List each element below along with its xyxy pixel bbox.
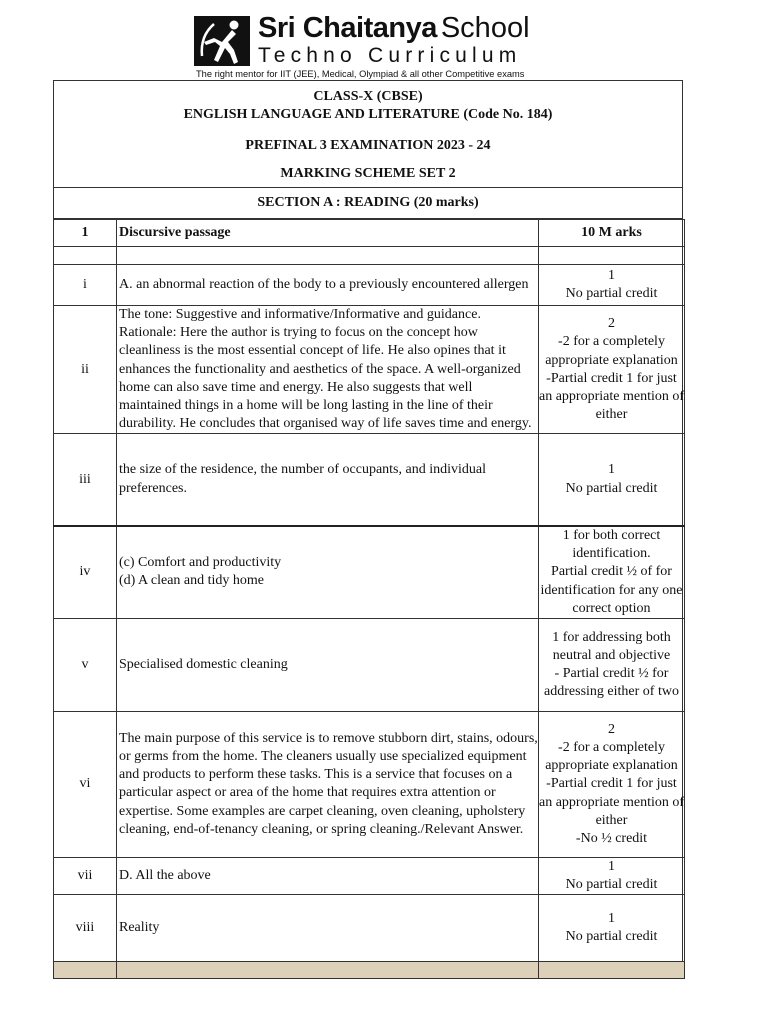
row-number: v	[54, 618, 117, 711]
table-header-row	[54, 220, 685, 247]
marks-cell: 1 for both correct identification. Partial credit ½ of for identification for any one correct option	[539, 526, 685, 619]
table-row	[54, 306, 685, 434]
marks-cell: 2 -2 for a completely appropriate explanation -Partial credit 1 for just an appropriate mention of either -No ½ credit	[539, 711, 685, 857]
question-type-header: Discursive passage	[117, 220, 539, 247]
section-title: SECTION A : READING (20 marks)	[54, 187, 682, 219]
marks-cell: 1 No partial credit	[539, 895, 685, 962]
answer-cell: D. All the above	[117, 857, 539, 894]
row-number: vii	[54, 857, 117, 894]
answer-cell: Reality	[117, 895, 539, 962]
class-line: CLASS-X (CBSE)	[313, 89, 423, 104]
answer-cell: The tone: Suggestive and informative/Informative and guidance. Rationale: Here the author is trying to focus on the concept how cleanliness is the most essential concept of life. He also opines that it enhances the functionality and aesthetics of the space. A well-organized home can also save time and energy. He also suggests that well maintained things in a home will be long lasting in the line of their durability. He concludes that organised way of life saves time and energy.	[117, 306, 539, 434]
row-number: i	[54, 265, 117, 306]
answer-cell: Specialised domestic cleaning	[117, 618, 539, 711]
row-number: vi	[54, 711, 117, 857]
brand-tagline: The right mentor for IIT (JEE), Medical, Olympiad & all other Competitive exams	[196, 69, 525, 79]
table-row	[54, 857, 685, 894]
table-row	[54, 618, 685, 711]
document-title-block	[54, 81, 682, 187]
marks-cell: 2 -2 for a completely appropriate explanation -Partial credit 1 for just an appropriate mention of either	[539, 306, 685, 434]
runner-emblem-icon	[194, 16, 250, 66]
scheme-line: MARKING SCHEME SET 2	[280, 166, 456, 181]
table-row	[54, 434, 685, 526]
table-row	[54, 526, 685, 619]
table-row	[54, 265, 685, 306]
marking-scheme-table	[53, 219, 685, 979]
row-number: viii	[54, 895, 117, 962]
marks-cell: 1 No partial credit	[539, 857, 685, 894]
marks-cell: 1 No partial credit	[539, 265, 685, 306]
answer-cell: A. an abnormal reaction of the body to a previously encountered allergen	[117, 265, 539, 306]
brand-name	[258, 12, 530, 45]
row-number: ii	[54, 306, 117, 434]
subject-line: ENGLISH LANGUAGE AND LITERATURE (Code No. 184)	[183, 107, 553, 122]
table-row	[54, 711, 685, 857]
answer-cell: (c) Comfort and productivity (d) A clean and tidy home	[117, 526, 539, 619]
row-number: iii	[54, 434, 117, 526]
brand-light: School	[440, 12, 530, 44]
exam-line: PREFINAL 3 EXAMINATION 2023 - 24	[245, 138, 491, 153]
row-number: iv	[54, 526, 117, 619]
shaded-empty-row	[54, 962, 685, 979]
brand-subtitle: Techno Curriculum	[258, 44, 522, 67]
spacer-row	[54, 247, 685, 265]
answer-cell: the size of the residence, the number of occupants, and individual preferences.	[117, 434, 539, 526]
question-number-header: 1	[54, 220, 117, 247]
brand-bold: Sri Chaitanya	[258, 12, 437, 44]
marks-header: 10 M arks	[539, 220, 685, 247]
answer-cell: The main purpose of this service is to remove stubborn dirt, stains, odours, or germs from the home. The cleaners usually use specialized equipment and products to perform these tasks. This is a service that focuses on a particular aspect or area of the home that requires extra attention or expertise. Some examples are carpet cleaning, oven cleaning, upholstery cleaning, end-of-tenancy cleaning, or spring cleaning./Relevant Answer.	[117, 711, 539, 857]
marks-cell: 1 for addressing both neutral and objective - Partial credit ½ for addressing either of two	[539, 618, 685, 711]
marks-cell: 1 No partial credit	[539, 434, 685, 526]
table-row	[54, 895, 685, 962]
school-logo	[194, 14, 564, 82]
